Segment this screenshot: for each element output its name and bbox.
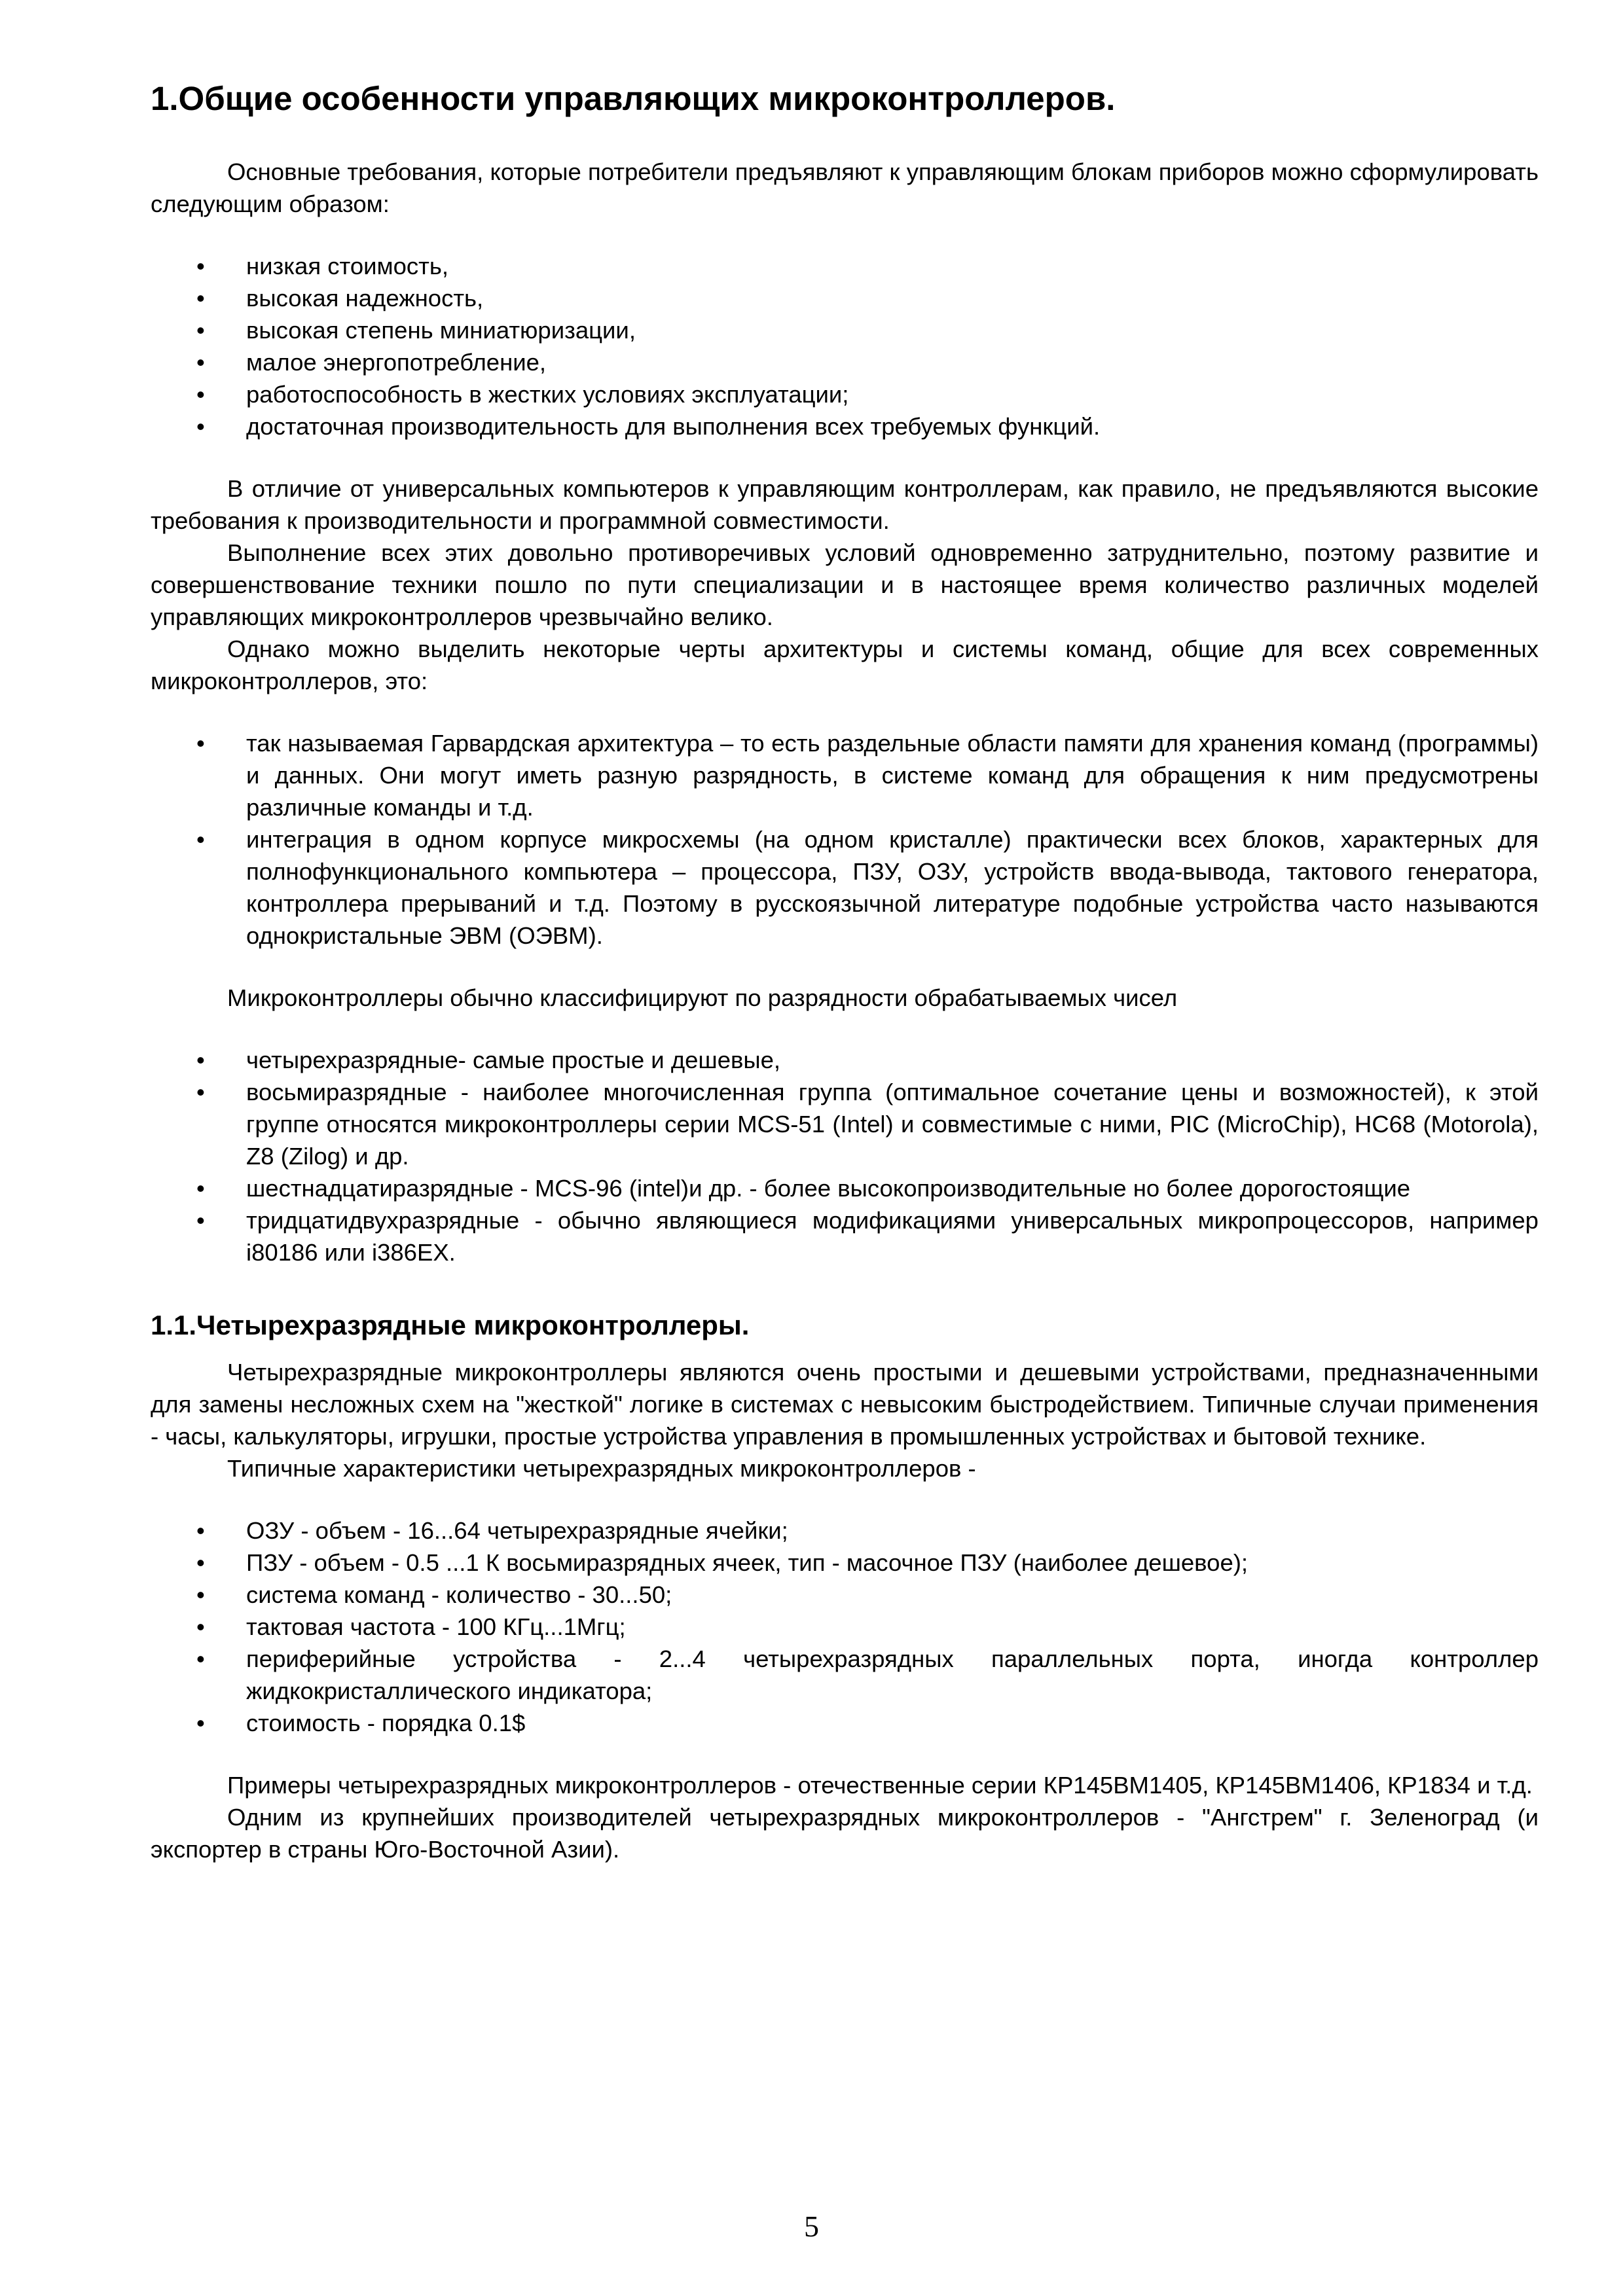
bullet-icon: • — [196, 381, 205, 408]
list-item-text: периферийные устройства - 2...4 четырехразрядных параллельных порта, иногда контроллер жидкокристаллического индикатора; — [246, 1645, 1539, 1704]
list-item-text: тридцатидвухразрядные - обычно являющиеся модификациями универсальных микропроцессоров, например i80186 или i386EX. — [246, 1207, 1539, 1266]
bullet-icon: • — [196, 317, 205, 344]
paragraph-specialization: Выполнение всех этих довольно противоречивых условий одновременно затруднительно, поэтому развитие и совершенствование техники пошло по пути специализации и в настоящее время количество различных моделей управляющих микроконтроллеров чрезвычайно велико. — [151, 539, 1539, 630]
bullet-icon: • — [196, 826, 205, 853]
bullet-icon: • — [196, 253, 205, 279]
bullet-icon: • — [196, 1645, 205, 1672]
list-item — [151, 250, 1539, 282]
paragraph-manufacturer: Одним из крупнейших производителей четырехразрядных микроконтроллеров - "Ангстрем" г. Зеленоград (и экспортер в страны Юго-Восточной Азии). — [151, 1804, 1539, 1863]
bullet-icon: • — [196, 349, 205, 376]
list-item — [151, 1204, 1539, 1268]
list-item — [151, 1707, 1539, 1739]
bullet-icon: • — [196, 1207, 205, 1234]
spacer — [151, 220, 1539, 250]
list-item-text: четырехразрядные- самые простые и дешевые, — [246, 1047, 781, 1073]
paragraph-common-features: Однако можно выделить некоторые черты архитектуры и системы команд, общие для всех современных микроконтроллеров, это: — [151, 636, 1539, 694]
spacer — [151, 442, 1539, 473]
bullet-icon: • — [196, 730, 205, 757]
page-content — [151, 79, 1539, 1865]
list-item — [151, 823, 1539, 952]
list-item-text: работоспособность в жестких условиях эксплуатации; — [246, 381, 849, 408]
bullet-icon: • — [196, 1175, 205, 1202]
bullet-icon: • — [196, 1079, 205, 1105]
paragraph-4bit-intro: Четырехразрядные микроконтроллеры являются очень простыми и дешевыми устройствами, предназначенными для замены несложных схем на "жесткой" логике в системах с невысоким быстродействием. Типичные случаи применения - часы, калькуляторы, игрушки, простые устройства управления в промышленных устройствах и бытовой технике. — [151, 1359, 1539, 1450]
list-item — [151, 1076, 1539, 1172]
list-item — [151, 1044, 1539, 1076]
page-number: 5 — [804, 2210, 819, 2243]
list-item-text: низкая стоимость, — [246, 253, 449, 279]
bullet-icon: • — [196, 285, 205, 312]
list-item — [151, 282, 1539, 314]
paragraph-difference: В отличие от универсальных компьютеров к управляющим контроллерам, как правило, не предъявляются высокие требования к производительности и программной совместимости. — [151, 475, 1539, 534]
list-item — [151, 1547, 1539, 1579]
list-item-text: система команд - количество - 30...50; — [246, 1581, 672, 1608]
section-heading-1: 1.Общие особенности управляющих микроконтроллеров. — [151, 80, 1116, 117]
list-item-text: высокая надежность, — [246, 285, 484, 312]
list-item — [151, 1643, 1539, 1707]
section-heading-1-1: 1.1.Четырехразрядные микроконтроллеры. — [151, 1310, 750, 1340]
paragraph-4bit-specs: Типичные характеристики четырехразрядных микроконтроллеров - — [227, 1455, 976, 1482]
list-item-text: шестнадцатиразрядные - MCS-96 (intel)и др. - более высокопроизводительные но более дорогостоящие — [246, 1175, 1411, 1202]
paragraph-examples: Примеры четырехразрядных микроконтроллеров - отечественные серии КР145ВМ1405, КР145ВМ1406, КР1834 и т.д. — [227, 1772, 1533, 1799]
list-item — [151, 1515, 1539, 1547]
bullet-icon: • — [196, 1517, 205, 1544]
bullet-icon: • — [196, 413, 205, 440]
bullet-icon: • — [196, 1710, 205, 1736]
list-item-text: так называемая Гарвардская архитектура – то есть раздельные области памяти для хранения команд (программы) и данных. Они могут иметь разную разрядность, в системе команд для обращения к ним предусмотрены различные команды и т.д. — [246, 730, 1539, 821]
list-item — [151, 410, 1539, 442]
bullet-icon: • — [196, 1581, 205, 1608]
list-item-text: малое энергопотребление, — [246, 349, 547, 376]
features-list — [151, 727, 1539, 952]
list-item-text: ОЗУ - объем - 16...64 четырехразрядные ячейки; — [246, 1517, 788, 1544]
spacer — [151, 1739, 1539, 1769]
bullet-icon: • — [196, 1613, 205, 1640]
list-item-text: стоимость - порядка 0.1$ — [246, 1710, 526, 1736]
list-item — [151, 378, 1539, 410]
list-item-text: ПЗУ - объем - 0.5 ...1 К восьмиразрядных ячеек, тип - масочное ПЗУ (наиболее дешевое); — [246, 1549, 1249, 1576]
spacer — [151, 1268, 1539, 1306]
list-item-text: высокая степень миниатюризации, — [246, 317, 636, 344]
list-item-text: интеграция в одном корпусе микросхемы (на одном кристалле) практически всех блоков, характерных для полнофункционального компьютера – процессора, ПЗУ, ОЗУ, устройств ввода-вывода, тактового генератора, контроллера прерываний и т.д. Поэтому в русскоязычной литературе подобные устройства часто называются однокристальные ЭВМ (ОЭВМ). — [246, 826, 1539, 949]
list-item — [151, 1611, 1539, 1643]
bullet-icon: • — [196, 1549, 205, 1576]
list-item-text: восьмиразрядные - наиболее многочисленная группа (оптимальное сочетание цены и возможностей), к этой группе относятся микроконтроллеры серии MCS-51 (Intel) и совместимые с ними, PIC (MicroChip), HC68 (Motorola), Z8 (Zilog) и др. — [246, 1079, 1539, 1170]
paragraph-requirements: Основные требования, которые потребители предъявляют к управляющим блокам приборов можно сформулировать следующим образом: — [151, 158, 1539, 217]
paragraph-classification: Микроконтроллеры обычно классифицируют по разрядности обрабатываемых чисел — [227, 984, 1178, 1011]
requirements-list — [151, 250, 1539, 442]
spacer — [151, 952, 1539, 982]
specs-list — [151, 1515, 1539, 1739]
spacer — [151, 1014, 1539, 1044]
spacer — [151, 697, 1539, 727]
spacer — [151, 1484, 1539, 1515]
list-item-text: тактовая частота - 100 КГц...1Мгц; — [246, 1613, 626, 1640]
list-item — [151, 1172, 1539, 1204]
list-item — [151, 1579, 1539, 1611]
list-item-text: достаточная производительность для выполнения всех требуемых функций. — [246, 413, 1101, 440]
classes-list — [151, 1044, 1539, 1268]
list-item — [151, 727, 1539, 823]
bullet-icon: • — [196, 1047, 205, 1073]
list-item — [151, 314, 1539, 346]
list-item — [151, 346, 1539, 378]
